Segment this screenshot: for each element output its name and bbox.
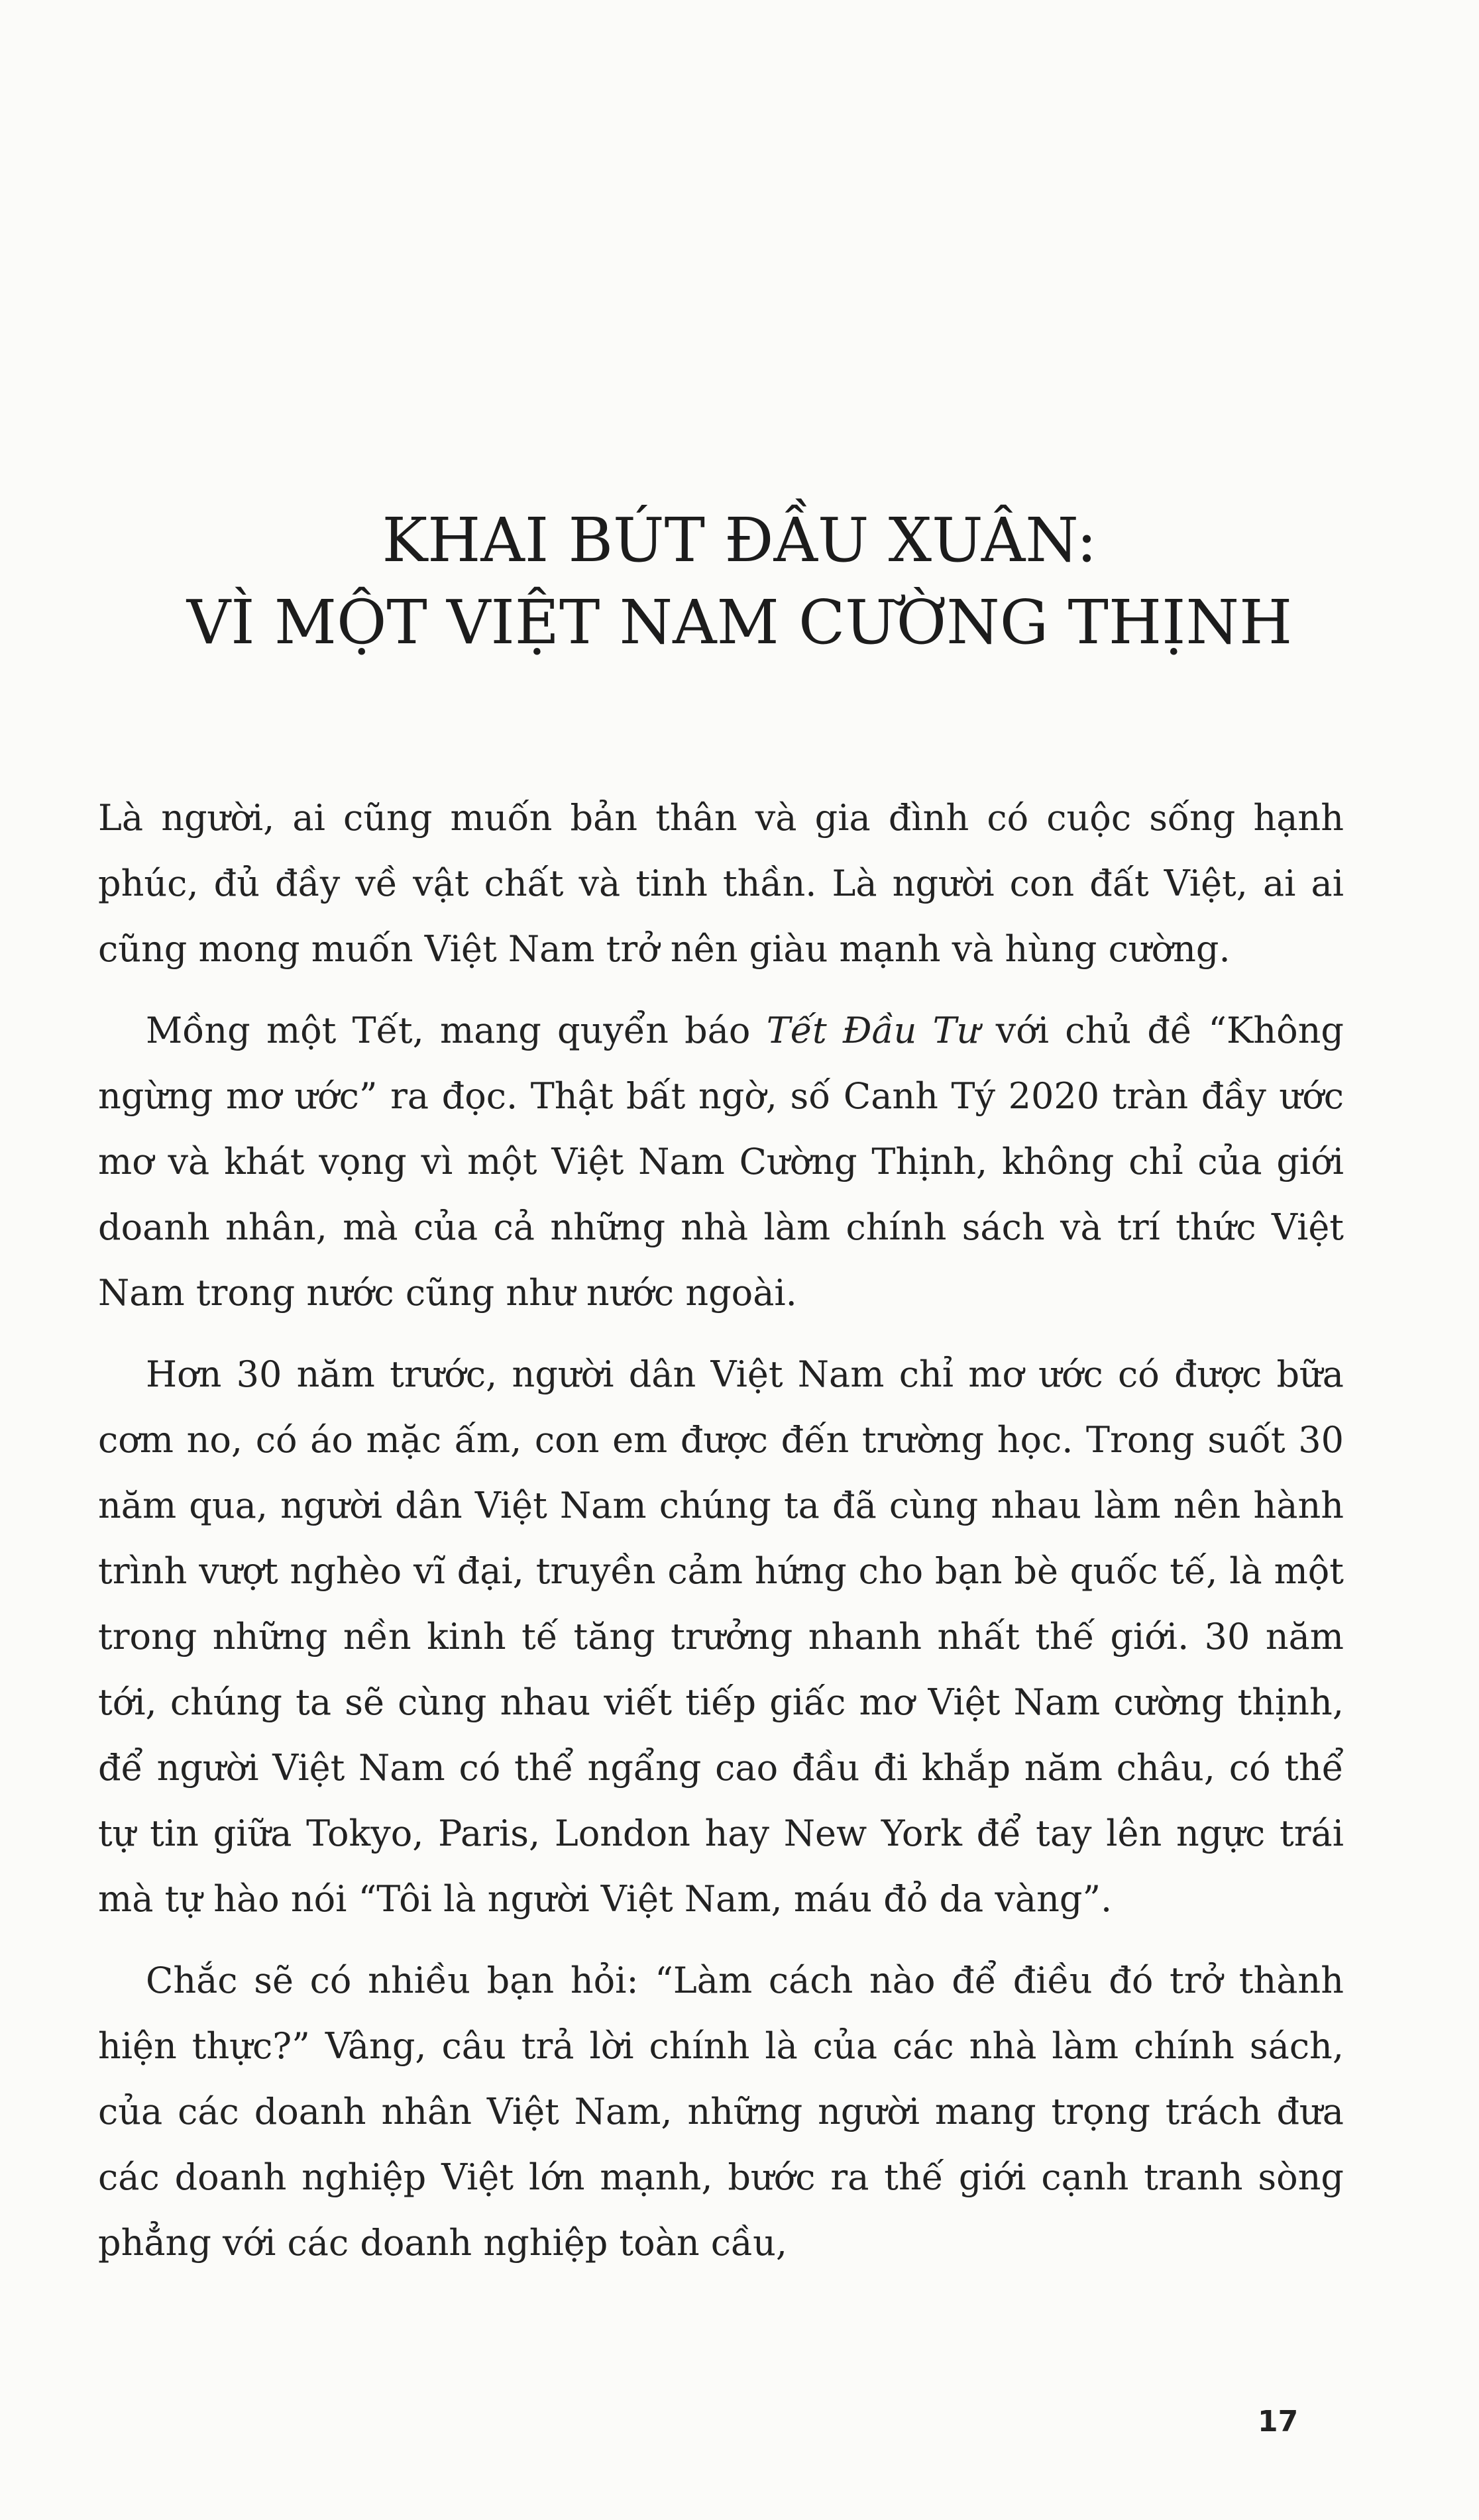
body-text bbox=[98, 785, 1344, 2276]
chapter-title-line-2: VÌ MỘT VIỆT NAM CƯỜNG THỊNH bbox=[186, 586, 1293, 658]
chapter-title-line-1: KHAI BÚT ĐẦU XUÂN: bbox=[382, 504, 1097, 576]
paragraph-2-text-a: Mồng một Tết, mang quyển báo bbox=[146, 1010, 767, 1051]
paragraph-4: Chắc sẽ có nhiều bạn hỏi: “Làm cách nào để điều đó trở thành hiện thực?” Vâng, câu trả lời chính là của các nhà làm chính sách, của các doanh nhân Việt Nam, những người mang trọng trách đưa các doanh nghiệp Việt lớn mạnh, bước ra thế giới cạnh tranh sòng phẳng với các doanh nghiệp toàn cầu, bbox=[98, 1960, 1344, 2264]
paragraph-2-text-b: với chủ đề “Không ngừng mơ ước” ra đọc. Thật bất ngờ, số Canh Tý 2020 tràn đầy ước mơ và khát vọng vì một Việt Nam Cường Thịnh, không chỉ của giới doanh nhân, mà của cả những nhà làm chính sách và trí thức Việt Nam trong nước cũng như nước ngoài. bbox=[98, 1010, 1344, 1314]
paragraph-1: Là người, ai cũng muốn bản thân và gia đình có cuộc sống hạnh phúc, đủ đầy về vật chất và tinh thần. Là người con đất Việt, ai ai cũng mong muốn Việt Nam trở nên giàu mạnh và hùng cường. bbox=[98, 797, 1344, 970]
paragraph-2 bbox=[98, 998, 1344, 1326]
paragraph-3: Hơn 30 năm trước, người dân Việt Nam chỉ mơ ước có được bữa cơm no, có áo mặc ấm, con em được đến trường học. Trong suốt 30 năm qua, người dân Việt Nam chúng ta đã cùng nhau làm nên hành trình vượt nghèo vĩ đại, truyền cảm hứng cho bạn bè quốc tế, là một trong những nền kinh tế tăng trưởng nhanh nhất thế giới. 30 năm tới, chúng ta sẽ cùng nhau viết tiếp giấc mơ Việt Nam cường thịnh, để người Việt Nam có thể ngẩng cao đầu đi khắp năm châu, có thể tự tin giữa Tokyo, Paris, London hay New York để tay lên ngực trái mà tự hào nói “Tôi là người Việt Nam, máu đỏ da vàng”. bbox=[98, 1353, 1344, 1920]
page-number: 17 bbox=[1258, 2405, 1299, 2439]
publication-name: Tết Đầu Tư bbox=[766, 1010, 980, 1051]
